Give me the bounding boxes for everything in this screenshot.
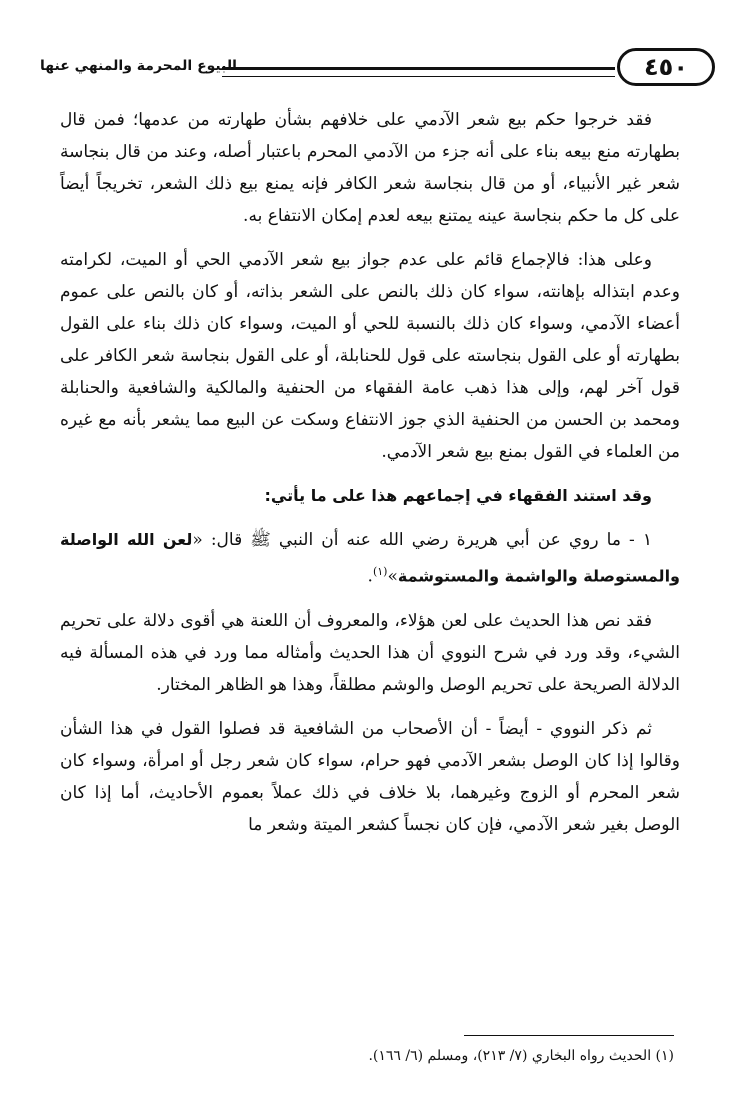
paragraph-4 bbox=[60, 524, 680, 593]
page-number: ٤٥٠ bbox=[617, 48, 715, 86]
hadith-text: لعن الله الواصلة والمستوصلة والواشمة والمستوشمة bbox=[60, 530, 680, 586]
hadith-close: » bbox=[387, 566, 398, 587]
main-text bbox=[60, 104, 680, 853]
paragraph-5: فقد نص هذا الحديث على لعن هؤلاء، والمعروف أن اللعنة هي أقوى دلالة على تحريم الشيء، وقد ورد في شرح النووي أن هذا الحديث وأمثاله مما ورد في هذه المسألة فيه الدلالة الصريحة على تحريم الوصل والوشم مطلقاً، وهذا هو الظاهر المختار. bbox=[60, 610, 680, 695]
running-title: البيوع المحرمة والمنهي عنها bbox=[40, 58, 237, 74]
paragraph-2: وعلى هذا: فالإجماع قائم على عدم جواز بيع شعر الآدمي الحي أو الميت، لكرامته وعدم ابتذاله بإهانته، سواء كان ذلك بالنص على الشعر بذاته، أو كان بالنص على عموم أعضاء الآدمي، وسواء كان ذلك بالنسبة للحي أو الميت، وسواء كان ذلك بناء على القول بطهارته أو على القول بنجاسته على قول للحنابلة، أو على القول بنجاسة شعر الكافر على قول آخر لهم، وإلى هذا ذهب عامة الفقهاء من الحنفية والمالكية والشافعية والحنابلة ومحمد بن الحسن من الحنفية الذي جوز الانتفاع وسكت عن البيع مما يشعر بأنه مع غيره من العلماء في القول بمنع بيع شعر الآدمي. bbox=[60, 250, 680, 462]
paragraph-1: فقد خرجوا حكم بيع شعر الآدمي على خلافهم بشأن طهارته من عدمها؛ فمن قال بطهارته منع بيعه بناء على أنه جزء من الآدمي المحرم باعتبار أصله، وعند من قال بنجاسة شعر غير الأنبياء، أو من قال بنجاسة شعر الكافر فإنه يمنع بيع ذلك الشعر، تخريجاً أيضاً على كل ما حكم بنجاسة عينه يمتنع بيعه لعدم إمكان الانتفاع به. bbox=[60, 110, 680, 226]
header-rule bbox=[222, 67, 615, 77]
paragraph-3-heading: وقد استند الفقهاء في إجماعهم هذا على ما يأتي: bbox=[264, 486, 652, 505]
hadith-intro: ١ - ما روي عن أبي هريرة رضي الله عنه أن النبي ﷺ قال: « bbox=[192, 530, 652, 550]
hadith-end: . bbox=[367, 566, 373, 587]
footnote-marker[interactable]: (١) bbox=[372, 565, 388, 578]
footnote-divider bbox=[464, 1035, 674, 1036]
paragraph-6: ثم ذكر النووي - أيضاً - أن الأصحاب من الشافعية قد فصلوا القول في هذا الشأن وقالوا إذا كان الوصل بشعر الآدمي فهو حرام، سواء كان شعر رجل أو امرأة، وسواء كان شعر المحرم أو الزوج وغيرهما، بلا خلاف في ذلك عملاً بعموم الأحاديث، أما إذا كان الوصل بغير شعر الآدمي، فإن كان نجساً كشعر الميتة وشعر ما bbox=[60, 718, 680, 835]
page-header bbox=[40, 44, 715, 100]
footnote: (١) الحديث رواه البخاري (٧/ ٢١٣)، ومسلم (٦/ ١٦٦). bbox=[368, 1048, 674, 1064]
